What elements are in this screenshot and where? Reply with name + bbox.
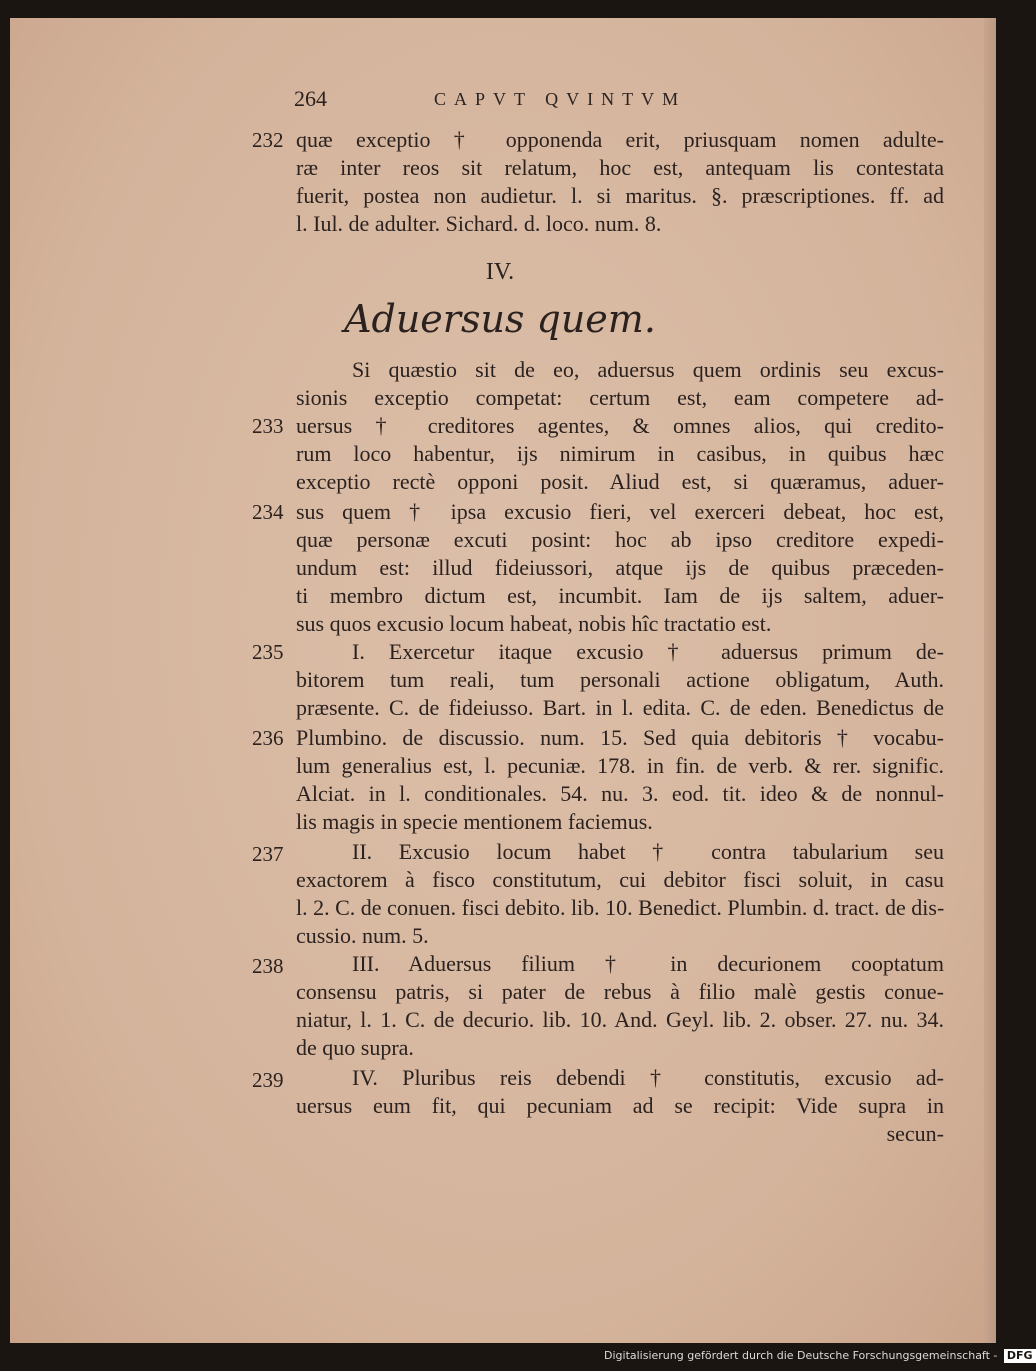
- catchword: secun-: [886, 1121, 944, 1146]
- page-number: 264: [294, 86, 327, 111]
- text-line: rum loco habentur, ijs nimirum in casibus, in quibus hæc: [296, 441, 944, 466]
- text-line: ræ inter reos sit relatum, hoc est, antequam lis contestata: [296, 155, 944, 180]
- margin-number: 232: [252, 128, 284, 152]
- text-line: cussio. num. 5.: [296, 923, 429, 948]
- margin-number: 238: [252, 954, 284, 978]
- margin-number: 237: [252, 842, 284, 866]
- text-line: quæ exceptio † opponenda erit, priusquam nomen adulte-: [296, 127, 944, 152]
- text-line: de quo supra.: [296, 1035, 414, 1060]
- text-line: exactorem à fisco constitutum, cui debitor fisci soluit, in casu: [296, 867, 944, 892]
- dfg-logo: DFG: [1004, 1349, 1036, 1363]
- section-number: IV.: [485, 259, 515, 285]
- digitization-credit: [604, 1346, 1033, 1366]
- text-line: Alciat. in l. conditionales. 54. nu. 3. eod. tit. ideo & de nonnul-: [296, 781, 944, 806]
- text-line: fuerit, postea non audietur. l. si maritus. §. præscriptiones. ff. ad: [296, 183, 944, 208]
- text-line: l. Iul. de adulter. Sichard. d. loco. num. 8.: [296, 211, 662, 236]
- text-line: consensu patris, si pater de rebus à filio malè gestis conue-: [296, 979, 944, 1004]
- text-line: uersus eum fit, qui pecuniam ad se recipit: Vide supra in: [296, 1093, 944, 1118]
- text-line: Si quæstio sit de eo, aduersus quem ordinis seu excus-: [352, 357, 944, 382]
- text-line: III. Aduersus filium † in decurionem cooptatum: [352, 951, 944, 976]
- credit-text: Digitalisierung gefördert durch die Deutsche Forschungsgemeinschaft -: [604, 1349, 998, 1362]
- text-line: undum est: illud fideiussori, atque ijs de quibus præceden-: [296, 555, 944, 580]
- text-line: lis magis in specie mentionem faciemus.: [296, 809, 653, 834]
- text-line: exceptio rectè opponi posit. Aliud est, si quæramus, aduer-: [296, 469, 944, 494]
- text-line: sionis exceptio competat: certum est, eam competere ad-: [296, 385, 944, 410]
- text-line: sus quos excusio locum habeat, nobis hîc tractatio est.: [296, 611, 772, 636]
- text-line: bitorem tum reali, tum personali actione obligatum, Auth.: [296, 667, 944, 692]
- running-title: CAPVT QVINTVM: [434, 89, 687, 109]
- text-line: l. 2. C. de conuen. fisci debito. lib. 10. Benedict. Plumbin. d. tract. de dis-: [296, 895, 945, 920]
- text-line: niatur, l. 1. C. de decurio. lib. 10. And. Geyl. lib. 2. obser. 27. nu. 34.: [296, 1007, 944, 1032]
- text-line: Plumbino. de discussio. num. 15. Sed quia debitoris † vocabu-: [296, 725, 944, 750]
- text-line: II. Excusio locum habet † contra tabularium seu: [352, 839, 944, 864]
- text-line: ti membro dictum est, incumbit. Iam de ijs saltem, aduer-: [296, 583, 944, 608]
- text-line: uersus † creditores agentes, & omnes alios, qui credito-: [296, 413, 944, 438]
- text-line: sus quem † ipsa excusio fieri, vel exerceri debeat, hoc est,: [296, 499, 944, 524]
- text-line: quæ personæ excuti posint: hoc ab ipso creditore expedi-: [296, 527, 944, 552]
- running-header: [294, 82, 944, 116]
- text-line: I. Exercetur itaque excusio † aduersus primum de-: [352, 639, 944, 664]
- text-line: præsente. C. de fideiusso. Bart. in l. edita. C. de eden. Benedictus de: [296, 695, 944, 720]
- text-line: IV. Pluribus reis debendi † constitutis, excusio ad-: [352, 1065, 944, 1090]
- margin-number: 239: [252, 1068, 284, 1092]
- margin-number: 235: [252, 640, 284, 664]
- section-title: Aduersus quem.: [344, 297, 656, 341]
- text-line: lum generalius est, l. pecuniæ. 178. in fin. de verb. & rer. signific.: [296, 753, 944, 778]
- margin-number: 234: [252, 500, 284, 524]
- margin-number: 233: [252, 414, 284, 438]
- margin-number: 236: [252, 726, 284, 750]
